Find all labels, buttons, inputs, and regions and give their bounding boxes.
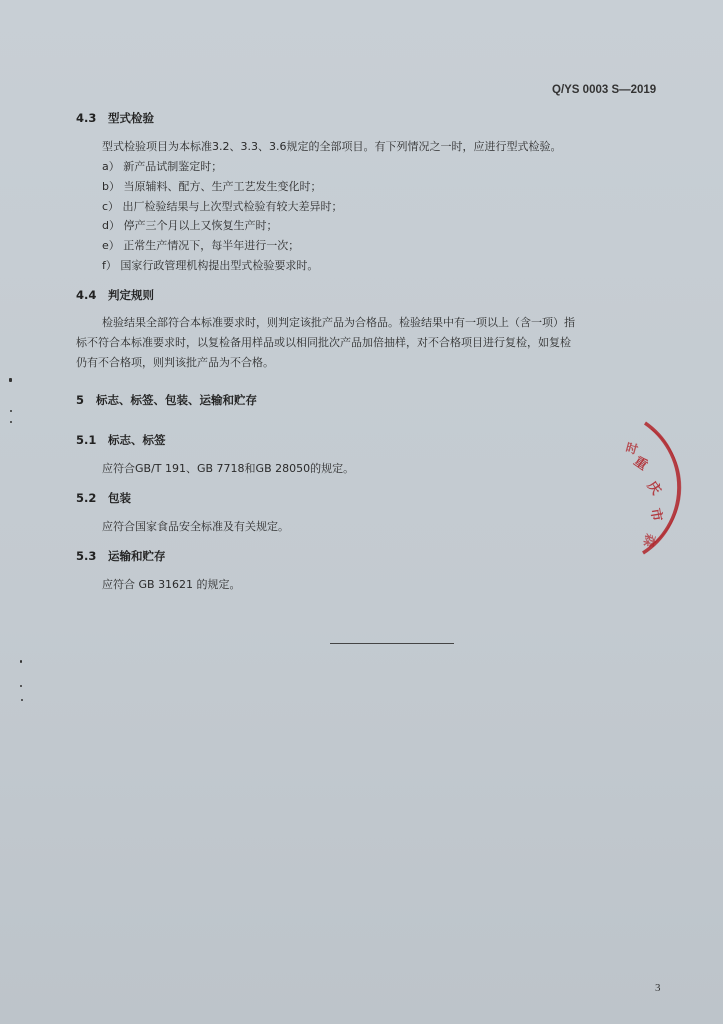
- section-5-1-heading: [76, 432, 166, 448]
- svg-text:重: 重: [630, 453, 650, 474]
- section-title: 型式检验: [108, 111, 154, 125]
- svg-text:森: 森: [639, 531, 658, 549]
- paragraph-line: 检验结果全部符合本标准要求时，则判定该批产品为合格品。检验结果中有一项以上（含一项）指: [102, 316, 575, 329]
- section-title: 标志、标签: [108, 433, 166, 447]
- list-item: a） 新产品试制鉴定时；: [102, 160, 223, 173]
- section-5-3-heading: [76, 548, 166, 564]
- paragraph: 型式检验项目为本标准3.2、3.3、3.6规定的全部项目。有下列情况之一时，应进行型式检验。: [102, 140, 562, 153]
- section-number: 4.4: [76, 288, 97, 302]
- section-title: 标志、标签、包装、运输和贮存: [96, 393, 257, 407]
- scan-speck: [20, 685, 22, 687]
- section-4-4-heading: [76, 287, 154, 303]
- section-number: 5.3: [76, 549, 97, 563]
- list-item: b） 当原辅料、配方、生产工艺发生变化时；: [102, 180, 322, 193]
- list-item: c） 出厂检验结果与上次型式检验有较大差异时；: [102, 200, 343, 213]
- paragraph-line: 标不符合本标准要求时，以复检备用样品或以相同批次产品加倍抽样，对不合格项目进行复检，如复检: [76, 336, 571, 349]
- section-4-3-heading: [76, 110, 154, 126]
- paragraph: 应符合 GB 31621 的规定。: [102, 578, 241, 591]
- paragraph: 应符合GB/T 191、GB 7718和GB 28050的规定。: [102, 462, 355, 475]
- list-item: d） 停产三个月以上又恢复生产时；: [102, 219, 278, 232]
- svg-text:市: 市: [647, 507, 665, 523]
- scan-speck: [10, 410, 12, 412]
- section-number: 5.1: [76, 433, 97, 447]
- svg-text:时: 时: [624, 440, 640, 458]
- scan-speck: [10, 421, 12, 423]
- end-rule: [330, 643, 454, 644]
- section-title: 判定规则: [108, 288, 154, 302]
- scan-speck: [9, 378, 12, 382]
- list-item: e） 正常生产情况下，每半年进行一次；: [102, 239, 300, 252]
- section-title: 运输和贮存: [108, 549, 166, 563]
- paragraph-line: 仍有不合格项，则判该批产品为不合格。: [76, 356, 274, 369]
- svg-text:庆: 庆: [643, 478, 664, 498]
- section-number: 4.3: [76, 111, 97, 125]
- section-number: 5: [76, 393, 85, 407]
- standard-number: Q/YS 0003 S—2019: [552, 84, 657, 96]
- scan-speck: [21, 699, 23, 701]
- paragraph: 应符合国家食品安全标准及有关规定。: [102, 520, 289, 533]
- section-number: 5.2: [76, 491, 97, 505]
- section-title: 包装: [108, 491, 131, 505]
- section-5-heading: [76, 392, 257, 408]
- scan-speck: [20, 660, 22, 663]
- page-number: 3: [655, 982, 661, 994]
- list-item: f） 国家行政管理机构提出型式检验要求时。: [102, 259, 319, 272]
- section-5-2-heading: [76, 490, 131, 506]
- official-seal-stamp: [585, 405, 715, 565]
